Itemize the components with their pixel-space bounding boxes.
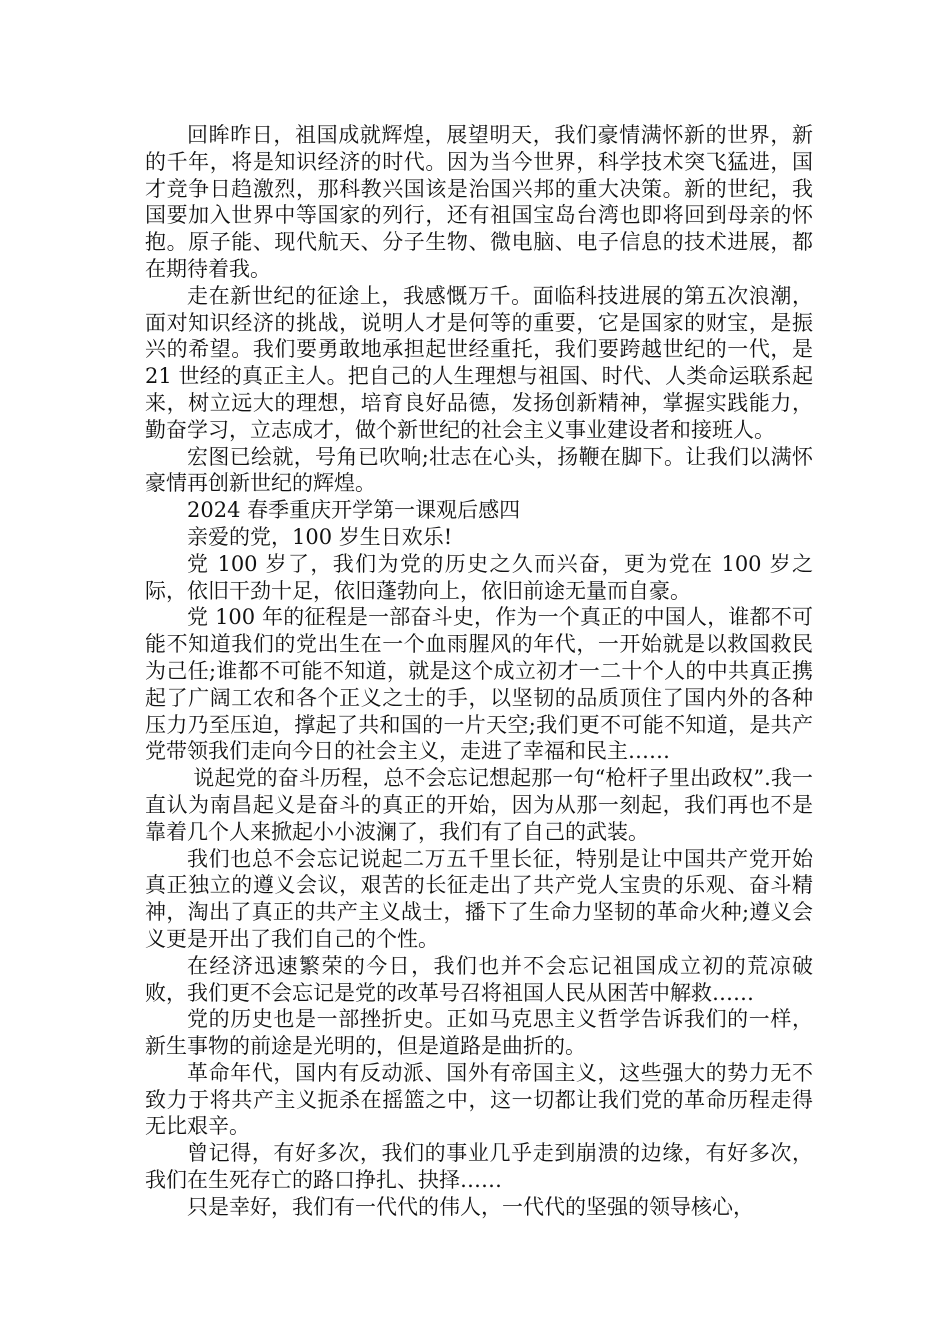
greeting-line: 亲爱的党，100 岁生日欢乐!: [187, 524, 453, 549]
paragraph-1: 回眸昨日，祖国成就辉煌，展望明天，我们豪情满怀新的世界，新的千年，将是知识经济的时代。因为当今世界，科学技术突飞猛进，国才竞争日趋激烈，那科教兴国该是治国兴邦的重大决策。新的世纪，我国要加入世界中等国家的列行，还有祖国宝岛台湾也即将回到母亲的怀抱。原子能、现代航天、分子生物、微电脑、电子信息的技术进展，都在期待着我。: [145, 123, 813, 281]
paragraph-14: 只是幸好，我们有一代代的伟人，一代代的坚强的领导核心，: [187, 1194, 754, 1219]
section-title: 2024 春季重庆开学第一课观后感四: [187, 498, 521, 523]
paragraph-2: 走在新世纪的征途上，我感慨万千。面临科技进展的第五次浪潮，面对知识经济的挑战，说明人才是何等的重要，它是国家的财宝，是振兴的希望。我们要勇敢地承担起世经重托，我们要跨越世纪的一代，是 21 世经的真正主人。把自己的人生理想与祖国、时代、人类命运联系起来，树立远大的理想，培育良好品德，发扬创新精神，掌握实践能力，勤奋学习，立志成才，做个新世纪的社会主义事业建设者和接班人。: [145, 283, 820, 442]
paragraph-12: 革命年代，国内有反动派、国外有帝国主义，这些强大的势力无不致力于将共产主义扼杀在摇篮之中，这一切都让我们党的革命历程走得无比艰辛。: [145, 1060, 813, 1139]
paragraph-10: 在经济迅速繁荣的今日，我们也并不会忘记祖国成立初的荒凉破败，我们更不会忘记是党的改革号召将祖国人民从困苦中解救……: [145, 953, 813, 1005]
paragraph-3: 宏图已绘就，号角已吹响;壮志在心头，扬鞭在脚下。让我们以满怀豪情再创新世纪的辉煌。: [145, 444, 813, 496]
paragraph-9: 我们也总不会忘记说起二万五千里长征，特别是让中国共产党开始真正独立的遵义会议，艰苦的长征走出了共产党人宝贵的乐观、奋斗精神，淘出了真正的共产主义战士，播下了生命力坚韧的革命火种;遵义会义更是开出了我们自己的个性。: [145, 846, 813, 951]
paragraph-8: 说起党的奋斗历程，总不会忘记想起那一句“枪杆子里出政权”.我一直认为南昌起义是奋斗的真正的开始，因为从那一刻起，我们再也不是靠着几个人来掀起小小波澜了，我们有了自己的武装。: [145, 766, 813, 844]
paragraph-11: 党的历史也是一部挫折史。正如马克思主义哲学告诉我们的一样，新生事物的前途是光明的，但是道路是曲折的。: [145, 1007, 813, 1059]
paragraph-7: 党 100 年的征程是一部奋斗史，作为一个真正的中国人，谁都不可能不知道我们的党出生在一个血雨腥风的年代，一开始就是以救国救民为己任;谁都不可能不知道，就是这个成立初才一二十个人的中共真正携起了广阔工农和各个正义之士的手，以坚韧的品质顶住了国内外的各种压力乃至压迫，撑起了共和国的一片天空;我们更不可能不知道，是共产党带领我们走向今日的社会主义，走进了幸福和民主……: [145, 605, 813, 764]
paragraph-13: 曾记得，有好多次，我们的事业几乎走到崩溃的边缘，有好多次，我们在生死存亡的路口挣扎、抉择……: [145, 1141, 813, 1193]
document-page: [145, 122, 820, 1221]
paragraph-6: 党 100 岁了，我们为党的历史之久而兴奋，更为党在 100 岁之际，依旧干劲十足，依旧蓬勃向上，依旧前途无量而自豪。: [145, 551, 813, 603]
